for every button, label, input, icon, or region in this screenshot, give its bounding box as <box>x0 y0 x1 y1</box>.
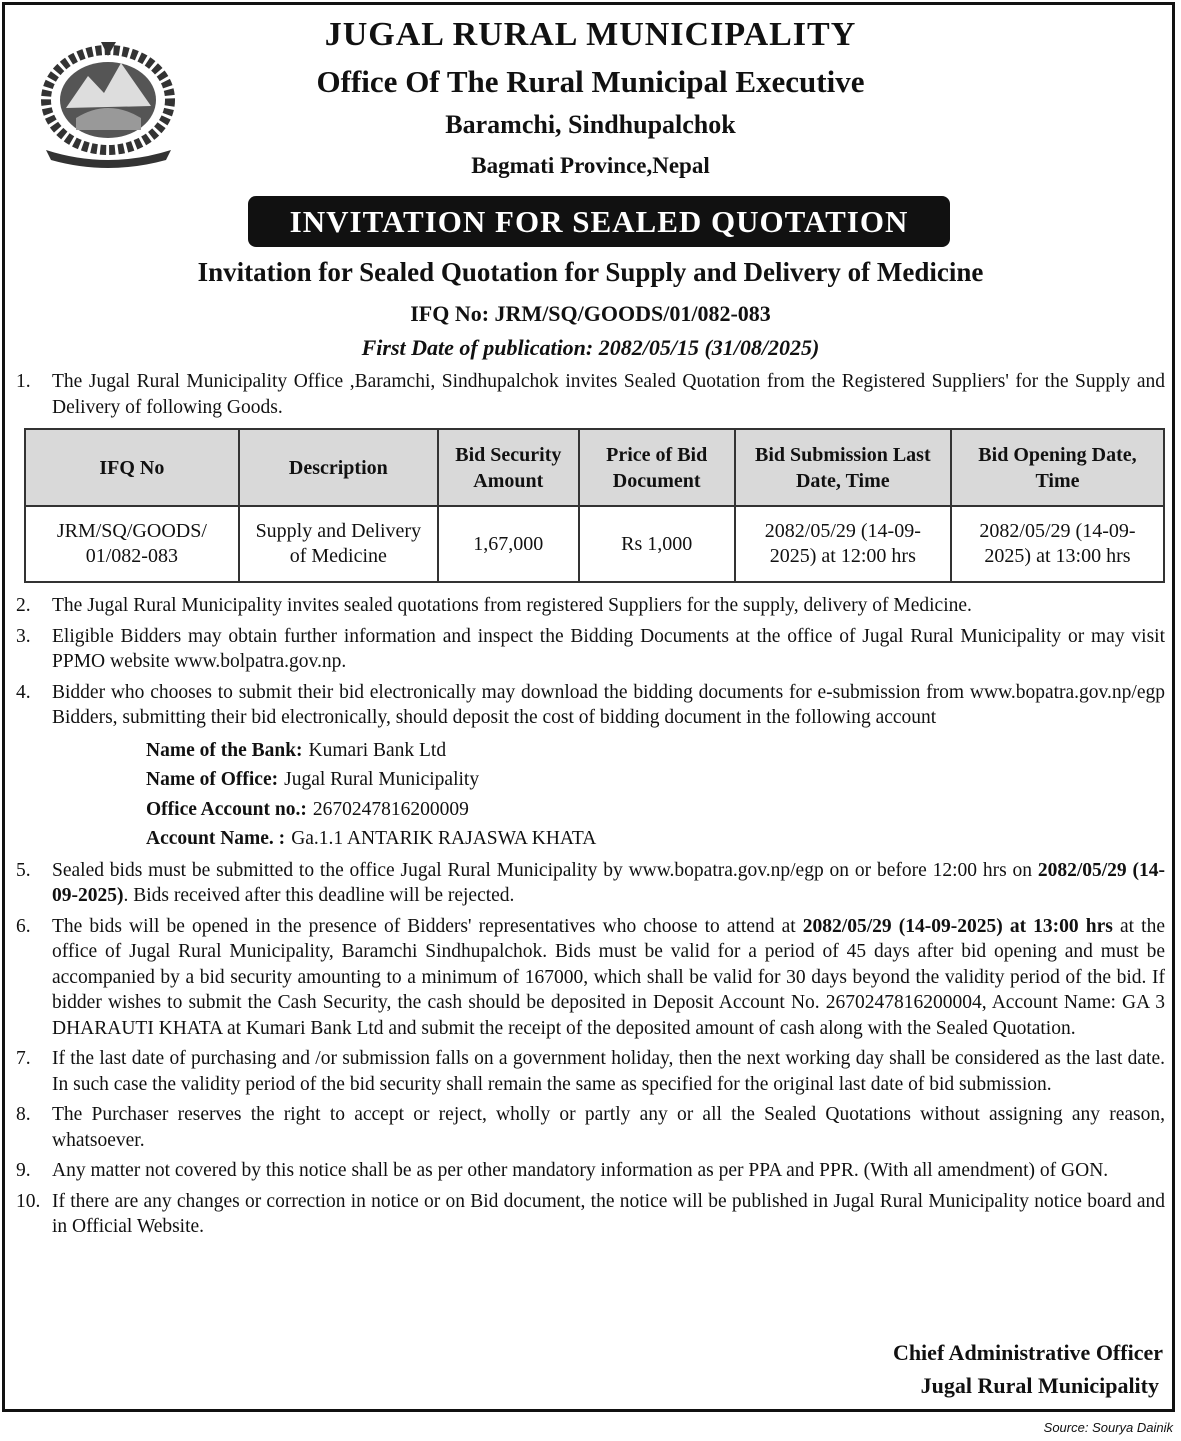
item-number: 9. <box>16 1160 31 1181</box>
text-segment: Bidder who chooses to submit their bid electronically may download the bidding documents for e-submission from www.bopatra.gov.np/egp Bidders, submitting their bid electronically, should deposit the cost of bidding document in the following account <box>52 681 1165 728</box>
bank-detail-label: Office Account no.: <box>146 798 307 820</box>
text-segment: Sealed bids must be submitted to the office Jugal Rural Municipality by www.bopatra.gov.np/egp on or before 12:00 hrs on <box>52 859 1038 881</box>
text-segment: at the office of Jugal Rural Municipality, Baramchi Sindhupalchok. Bids must be valid for a period of 45 days after bid opening and must be accompanied by a bid security amounting to a minimum of 167000, which shall be valid for 30 days beyond the validity period of the bid. If bidder wishes to submit the Cash Security, the cash should be deposited in Deposit Account No. 2670247816200004, Account Name: GA 3 DHARAUTI KHATA at Kumari Bank Ltd and submit the receipt of the deposited amount of cash along with the Sealed Quotation. <box>52 915 1165 1039</box>
text-segment: 2082/05/29 (14-09-2025) <box>52 859 1166 906</box>
table-cell: JRM/SQ/GOODS/ 01/082-083 <box>25 506 239 582</box>
bank-details <box>146 736 1165 854</box>
list-item <box>16 1046 1165 1097</box>
item-text <box>52 369 1165 420</box>
bank-detail-label: Name of the Bank: <box>146 739 303 761</box>
table-row <box>25 506 1164 582</box>
column-header: IFQ No <box>25 429 239 506</box>
item-text <box>52 858 1165 909</box>
list-item <box>16 858 1165 909</box>
location: Baramchi, Sindhupalchok <box>445 110 736 139</box>
item-text <box>52 593 1165 619</box>
text-segment: Any matter not covered by this notice shall be as per other mandatory information as per PPA and PPR. (With all amendment) of GON. <box>52 1160 1109 1181</box>
bank-detail-label: Account Name. : <box>146 828 286 849</box>
bank-detail-value: 2670247816200009 <box>312 798 469 820</box>
item-number: 8. <box>16 1104 31 1125</box>
quotation-table <box>24 428 1165 583</box>
list-item <box>16 1158 1165 1184</box>
text-segment: . Bids received after this deadline will be rejected. <box>123 885 515 906</box>
source-credit: Source: Sourya Dainik <box>1043 1420 1173 1435</box>
table-cell: 1,67,000 <box>438 506 579 582</box>
ifq-number: IFQ No: JRM/SQ/GOODS/01/082-083 <box>410 301 771 326</box>
table-cell: Supply and Delivery of Medicine <box>239 506 438 582</box>
item-number: 2. <box>16 595 31 616</box>
nepal-emblem-icon <box>26 38 191 168</box>
column-header: Price of Bid Document <box>579 429 735 506</box>
list-item <box>16 1102 1165 1153</box>
list-item <box>16 593 1165 619</box>
bank-detail-row <box>146 765 1165 795</box>
item-text <box>52 1102 1165 1153</box>
signature-office: Jugal Rural Municipality <box>920 1373 1159 1398</box>
text-segment: If there are any changes or correction in notice or on Bid document, the notice will be published in Jugal Rural Municipality notice board and in Official Website. <box>52 1190 1165 1237</box>
notice-banner: INVITATION FOR SEALED QUOTATION <box>248 196 950 247</box>
table-cell: Rs 1,000 <box>579 506 735 582</box>
text-segment: Eligible Bidders may obtain further information and inspect the Bidding Documents at the office of Jugal Rural Municipality or may visit PPMO website www.bolpatra.gov.np. <box>52 625 1165 672</box>
bank-detail-row <box>146 736 1165 766</box>
item-text <box>52 624 1165 675</box>
notice-body <box>16 369 1165 1245</box>
notice-subtitle: Invitation for Sealed Quotation for Supply and Delivery of Medicine <box>197 257 984 287</box>
item-text <box>52 1189 1165 1240</box>
table-header-row <box>25 429 1164 506</box>
column-header: Bid Submission Last Date, Time <box>735 429 951 506</box>
item-number: 6. <box>16 915 31 937</box>
item-number: 1. <box>16 371 31 392</box>
item-number: 10. <box>16 1190 41 1212</box>
municipality-title: JUGAL RURAL MUNICIPALITY <box>324 16 857 53</box>
item-number: 4. <box>16 681 31 703</box>
signature-title: Chief Administrative Officer <box>892 1340 1163 1365</box>
item-text <box>52 1046 1165 1097</box>
column-header: Description <box>239 429 438 506</box>
column-header: Bid Security Amount <box>438 429 579 506</box>
item-number: 3. <box>16 625 31 647</box>
item-number: 7. <box>16 1048 31 1069</box>
item-text <box>52 914 1165 1042</box>
list-item <box>16 914 1165 1042</box>
bank-detail-label: Name of Office: <box>146 769 279 790</box>
item-text <box>52 1158 1165 1184</box>
text-segment: The Jugal Rural Municipality invites sealed quotations from registered Suppliers for the supply, delivery of Medicine. <box>52 595 972 616</box>
table-cell: 2082/05/29 (14-09-2025) at 13:00 hrs <box>951 506 1164 582</box>
table-cell: 2082/05/29 (14-09-2025) at 12:00 hrs <box>735 506 951 582</box>
text-segment: The Purchaser reserves the right to accept or reject, wholly or partly any or all the Sealed Quotations without assigning any reason, whatsoever. <box>52 1104 1165 1151</box>
list-item <box>16 1189 1165 1240</box>
bank-detail-value: Ga.1.1 ANTARIK RAJASWA KHATA <box>291 828 597 849</box>
text-segment: 2082/05/29 (14-09-2025) at 13:00 hrs <box>802 915 1113 937</box>
province: Bagmati Province,Nepal <box>471 153 710 178</box>
column-header: Bid Opening Date, Time <box>951 429 1164 506</box>
publication-date: First Date of publication: 2082/05/15 (31/08/2025) <box>361 335 820 360</box>
text-segment: The bids will be opened in the presence of Bidders' representatives who choose to attend at <box>52 915 803 937</box>
list-item <box>16 624 1165 675</box>
item-text <box>52 680 1165 731</box>
text-segment: The Jugal Rural Municipality Office ,Baramchi, Sindhupalchok invites Sealed Quotation from the Registered Suppliers' for the Supply and Delivery of following Goods. <box>52 371 1165 418</box>
bank-detail-row <box>146 795 1165 825</box>
text-segment: If the last date of purchasing and /or submission falls on a government holiday, then the next working day shall be considered as the last date. In such case the validity period of the bid security shall remain the same as specified for the original last date of bid submission. <box>52 1048 1165 1095</box>
office-title: Office Of The Rural Municipal Executive <box>316 64 865 99</box>
list-item <box>16 369 1165 420</box>
bank-detail-row <box>146 824 1165 854</box>
item-number: 5. <box>16 859 31 881</box>
bank-detail-value: Jugal Rural Municipality <box>284 769 480 790</box>
bank-detail-value: Kumari Bank Ltd <box>308 739 447 761</box>
list-item <box>16 680 1165 731</box>
